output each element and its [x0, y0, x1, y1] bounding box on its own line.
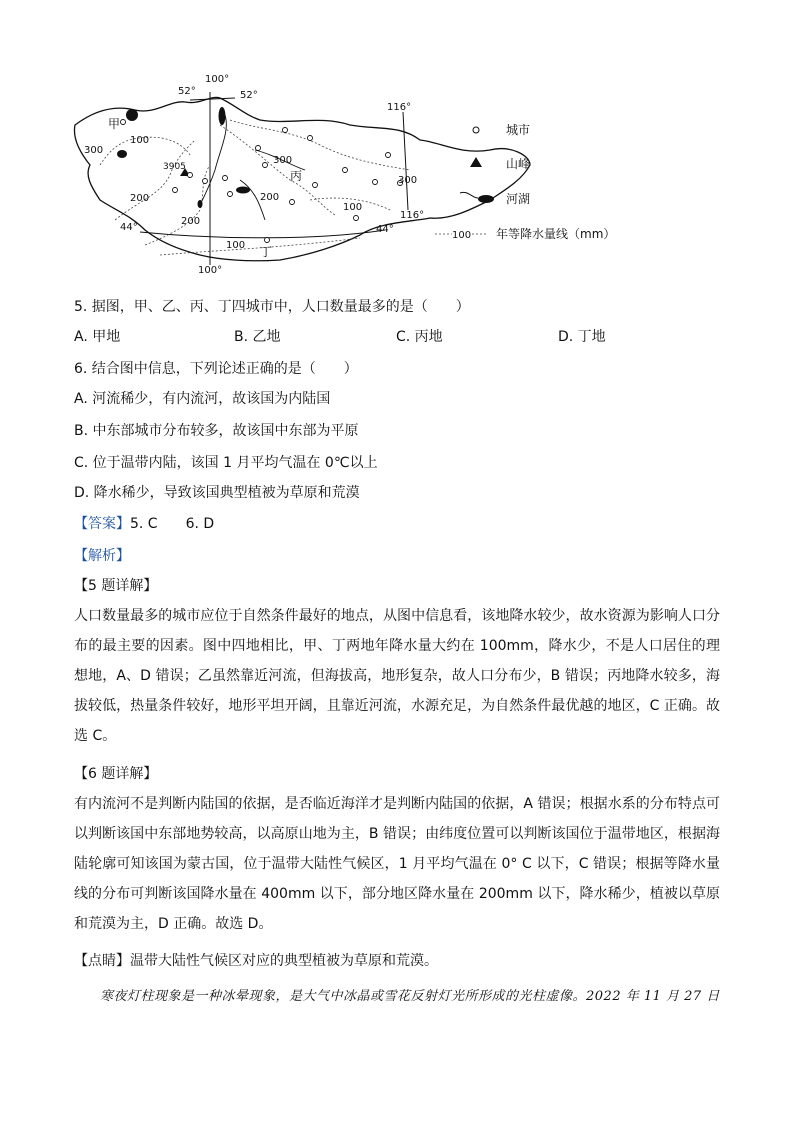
- answer-label: 【答案】: [74, 516, 130, 532]
- question-6-option-b: B. 中东部城市分布较多，故该国中东部为平原: [74, 423, 359, 439]
- meridian-116-line: [403, 112, 408, 210]
- lake: [117, 150, 127, 158]
- isohyet-value: 200: [260, 192, 280, 203]
- legend-isohyet-label: 年等降水量线（mm）: [496, 227, 616, 241]
- river: [200, 115, 226, 205]
- isohyet-line: [115, 140, 195, 220]
- lake: [236, 187, 250, 194]
- peak-elevation-label: 3905: [163, 162, 186, 172]
- parallel-44-line: [140, 230, 385, 238]
- question-6-option-c: C. 位于温带内陆，该国 1 月平均气温在 0℃以上: [74, 455, 378, 471]
- map-svg: [60, 70, 630, 280]
- lon-116-bottom-label: 116°: [400, 210, 425, 221]
- next-passage-line: 寒夜灯柱现象是一种冰晕现象，是大气中冰晶或雪花反射灯光所形成的光柱虚像。2022 年 11 月 27 日: [100, 989, 720, 1004]
- question-5-stem: 5. 据图，甲、乙、丙、丁四城市中，人口数量最多的是（ ）: [74, 299, 470, 315]
- tip-label: 【点睛】: [74, 953, 130, 969]
- q5-detail-text: 人口数量最多的城市应位于自然条件最好的地点，从图中信息看，该地降水较少，故水资源为影响人口分布的最主要的因素。图中四地相比，甲、丁两地年降水量大约在 100mm，降水少，不是人口居住的理想地，A、D 错误；乙虽然靠近河流，但海拔高，地形复杂，故人口分布少，B 错误；丙地降水较多，海拔较低，热量条件较好，地形平坦开阔，且靠近河流，水源充足，为自然条件最优越的地区，C 正确。故选 C。: [74, 608, 720, 744]
- question-6-option-d: D. 降水稀少，导致该国典型植被为草原和荒漠: [74, 485, 360, 501]
- mongolia-precipitation-map: [60, 70, 630, 280]
- legend-peak-label: 山峰: [506, 157, 531, 171]
- lat-44-right-label: 44°: [376, 224, 394, 235]
- legend-isohyet-value: 100: [452, 230, 472, 241]
- q5-detail-label: 【5 题详解】: [74, 578, 158, 594]
- isohyet-value: 100: [130, 135, 150, 146]
- option-a: A. 甲地: [74, 329, 121, 345]
- legend-river-lake-label: 河湖: [506, 192, 531, 206]
- isohyet-value: 300: [273, 155, 293, 166]
- city-jia-label: 甲: [108, 117, 121, 131]
- legend-city-label: 城市: [506, 123, 531, 137]
- option-c: C. 丙地: [396, 329, 443, 345]
- answer-line: [74, 514, 214, 534]
- legend-city-icon: [473, 127, 479, 133]
- isohyet-value: 300: [84, 145, 104, 156]
- q6-detail-label: 【6 题详解】: [74, 766, 158, 782]
- q6-detail-text: 有内流河不是判断内陆国的依据，是否临近海洋才是判断内陆国的依据，A 错误；根据水系的分布特点可以判断该国中东部地势较高，以高原山地为主，B 错误；由纬度位置可以判断该国位于温带地区，根据海陆轮廓可知该国为蒙古国，位于温带大陆性气候区，1 月平均气温在 0° C 以下，C 错误；根据等降水量线的分布可判断该国降水量在 400mm 以下，部分地区降水量在 200mm 以下，降水稀少，植被以草原和荒漠为主，D 正确。故选 D。: [74, 796, 720, 932]
- isohyet-value: 200: [130, 193, 150, 204]
- tip-line: [74, 951, 438, 971]
- isohyet-value: 100: [226, 240, 246, 251]
- option-b: B. 乙地: [234, 329, 281, 345]
- question-6-option-a: A. 河流稀少，有内流河，故该国为内陆国: [74, 391, 331, 407]
- lon-100-bottom-label: 100°: [198, 265, 223, 276]
- legend-river-icon: [460, 192, 478, 198]
- tip-text: 温带大陆性气候区对应的典型植被为草原和荒漠。: [130, 953, 438, 969]
- city-bing-label: 丙: [290, 169, 303, 183]
- option-d: D. 丁地: [558, 329, 606, 345]
- lake: [198, 200, 203, 208]
- lon-116-top-label: 116°: [387, 102, 412, 113]
- lat-44-left-label: 44°: [120, 222, 138, 233]
- answer-text: 5. C 6. D: [130, 516, 215, 532]
- isohyet-value: 200: [181, 216, 201, 227]
- isohyet-line: [230, 120, 410, 170]
- lake: [126, 109, 138, 121]
- isohyet-value: 100: [343, 202, 363, 213]
- lat-52-right-label: 52°: [240, 90, 258, 101]
- legend-lake-icon: [478, 195, 494, 203]
- city-ding-label: 丁: [260, 245, 273, 259]
- question-6-stem: 6. 结合图中信息，下列论述正确的是（ ）: [74, 361, 358, 377]
- lake: [219, 107, 226, 125]
- lat-52-left-label: 52°: [178, 86, 196, 97]
- analysis-label: 【解析】: [74, 548, 130, 564]
- lon-100-top-label: 100°: [205, 74, 230, 85]
- isohyet-value: 300: [398, 175, 418, 186]
- legend-peak-icon: [470, 157, 482, 167]
